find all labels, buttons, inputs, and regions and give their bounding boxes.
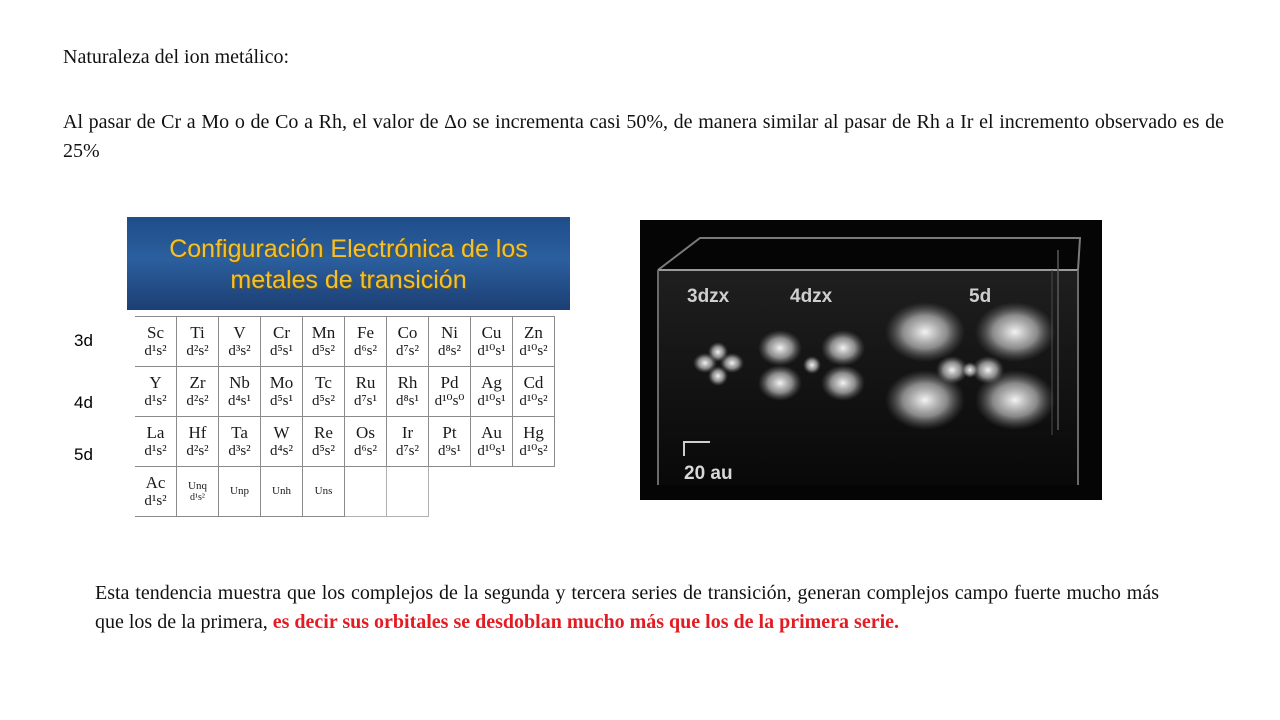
- element-symbol: Cu: [481, 323, 502, 342]
- element-cell: [177, 367, 219, 417]
- element-symbol: Unp: [230, 485, 249, 497]
- conclusion-highlight: es decir sus orbitales se desdoblan mucho más que los de la primera serie.: [272, 611, 900, 633]
- element-configuration: d²s²: [186, 443, 209, 459]
- element-cell: [177, 317, 219, 367]
- conclusion-paragraph: [95, 579, 1159, 637]
- element-configuration: d¹⁰s¹: [477, 393, 506, 409]
- element-symbol: Hf: [188, 423, 207, 442]
- element-cell: [177, 417, 219, 467]
- element-configuration: d⁴s²: [269, 443, 294, 459]
- element-cell: [261, 367, 303, 417]
- element-cell: [135, 317, 177, 367]
- table-row: [135, 467, 555, 517]
- element-symbol: Zr: [189, 373, 206, 392]
- orbital-label-3d: 3dzx: [687, 286, 730, 307]
- element-cell: [429, 317, 471, 367]
- d-orbital-photo: [640, 220, 1102, 500]
- element-symbol: Uns: [314, 485, 333, 497]
- element-symbol: Sc: [147, 323, 164, 342]
- element-symbol: Au: [481, 423, 502, 442]
- element-configuration: d⁴s¹: [227, 393, 252, 409]
- element-cell: [219, 317, 261, 367]
- element-cell: [429, 367, 471, 417]
- intro-paragraph: Al pasar de Cr a Mo o de Co a Rh, el valor de Δo se incrementa casi 50%, de manera similar al pasar de Rh a Ir el incremento observado es de 25%: [63, 111, 1224, 162]
- element-symbol: Mo: [269, 373, 294, 392]
- element-configuration: d¹⁰s¹: [477, 343, 506, 359]
- element-cell: [471, 367, 513, 417]
- element-symbol: Os: [356, 423, 375, 442]
- table-title-banner: [127, 217, 570, 310]
- orbital-label-4d: 4dzx: [790, 286, 833, 307]
- table-row: [135, 367, 555, 417]
- orbital-label-5d: 5d: [969, 286, 992, 307]
- element-symbol: Ru: [355, 373, 376, 392]
- element-configuration: d⁸s²: [437, 343, 462, 359]
- element-symbol: Ac: [145, 473, 166, 492]
- element-cell: [345, 467, 387, 517]
- element-symbol: Y: [149, 373, 162, 392]
- element-symbol: La: [146, 423, 165, 442]
- element-configuration: d²s²: [186, 343, 209, 359]
- element-symbol: Ta: [231, 423, 248, 442]
- element-cell: [345, 417, 387, 467]
- element-configuration: d⁵s²: [311, 443, 336, 459]
- element-cell: [345, 317, 387, 367]
- element-configuration: d¹⁰s⁰: [434, 393, 465, 409]
- element-configuration: d²s²: [186, 393, 209, 409]
- element-symbol: Re: [314, 423, 333, 442]
- element-configuration: d¹s²: [144, 493, 167, 509]
- element-configuration: d⁶s²: [353, 343, 378, 359]
- element-cell: [513, 417, 555, 467]
- element-configuration: d⁵s¹: [269, 343, 294, 359]
- element-symbol: Ti: [190, 323, 205, 342]
- element-cell: [513, 317, 555, 367]
- element-configuration: d⁹s¹: [437, 443, 462, 459]
- element-configuration: d⁵s²: [311, 343, 336, 359]
- element-cell: [177, 467, 219, 517]
- element-cell: [513, 367, 555, 417]
- element-cell: [345, 367, 387, 417]
- element-cell: [429, 417, 471, 467]
- element-cell: [387, 317, 429, 367]
- element-cell: [261, 317, 303, 367]
- element-cell: [387, 367, 429, 417]
- element-configuration: d¹⁰s¹: [477, 443, 506, 459]
- element-symbol: Co: [397, 323, 418, 342]
- element-configuration: d⁷s¹: [353, 393, 378, 409]
- element-configuration: d¹⁰s²: [519, 393, 548, 409]
- element-symbol: Nb: [229, 373, 250, 392]
- element-configuration: d¹s²: [144, 393, 167, 409]
- element-cell: [387, 417, 429, 467]
- element-configuration: d¹s²: [144, 443, 167, 459]
- element-configuration: d⁵s²: [311, 393, 336, 409]
- element-configuration: d³s²: [228, 443, 251, 459]
- element-configuration: d¹s²: [190, 491, 205, 503]
- element-configuration: d³s²: [228, 343, 251, 359]
- element-symbol: Pt: [442, 423, 457, 442]
- element-cell: [135, 417, 177, 467]
- element-cell: [303, 417, 345, 467]
- element-configuration: d⁵s¹: [269, 393, 294, 409]
- element-symbol: Fe: [357, 323, 374, 342]
- element-symbol: Hg: [523, 423, 544, 442]
- element-symbol: Cr: [273, 323, 290, 342]
- element-cell: [219, 467, 261, 517]
- element-symbol: Mn: [311, 323, 336, 342]
- element-symbol: Cd: [523, 373, 544, 392]
- table-title-line2: metales de transición: [230, 266, 467, 294]
- row-label-4d: 4d: [74, 393, 93, 412]
- row-label-3d: 3d: [74, 331, 93, 350]
- element-symbol: Pd: [440, 373, 459, 392]
- element-configuration: d¹⁰s²: [519, 443, 548, 459]
- element-symbol: Unq: [188, 479, 207, 492]
- element-symbol: Tc: [315, 373, 332, 392]
- element-configuration: d⁷s²: [395, 443, 420, 459]
- element-configuration: d⁶s²: [353, 443, 378, 459]
- element-symbol: W: [273, 423, 290, 442]
- element-symbol: Rh: [397, 373, 418, 392]
- element-symbol: Ir: [401, 423, 414, 442]
- element-cell: [303, 317, 345, 367]
- element-cell: [219, 417, 261, 467]
- table-title-line1: Configuración Electrónica de los: [169, 235, 528, 263]
- element-cell: [261, 417, 303, 467]
- element-cell: [387, 467, 429, 517]
- element-configuration: d⁷s²: [395, 343, 420, 359]
- section-heading: Naturaleza del ion metálico:: [63, 46, 290, 68]
- element-cell: [261, 467, 303, 517]
- element-symbol: V: [233, 323, 246, 342]
- element-cell: [471, 417, 513, 467]
- element-cell: [471, 317, 513, 367]
- element-configuration: d¹⁰s²: [519, 343, 548, 359]
- element-cell: [135, 367, 177, 417]
- element-configuration: d¹s²: [144, 343, 167, 359]
- table-row: [135, 317, 555, 367]
- element-cell: [219, 367, 261, 417]
- electron-configuration-table: [134, 316, 555, 517]
- element-cell: [303, 367, 345, 417]
- element-cell: [303, 467, 345, 517]
- electron-configuration-image: [127, 217, 570, 523]
- element-symbol: Ni: [441, 323, 458, 342]
- orbital-visualization: [640, 220, 1102, 500]
- element-symbol: Unh: [272, 485, 291, 497]
- glass-top-edge: [658, 238, 1080, 270]
- element-symbol: Ag: [481, 373, 502, 392]
- table-row: [135, 417, 555, 467]
- row-label-5d: 5d: [74, 445, 93, 464]
- element-cell: [135, 467, 177, 517]
- element-configuration: d⁸s¹: [395, 393, 420, 409]
- scale-label: 20 au: [684, 463, 733, 484]
- conclusion-text: Esta tendencia muestra que los complejos de la segunda y tercera series de transición, generan complejos campo fuerte mucho más que los de la primera,: [95, 582, 1159, 633]
- element-symbol: Zn: [524, 323, 543, 342]
